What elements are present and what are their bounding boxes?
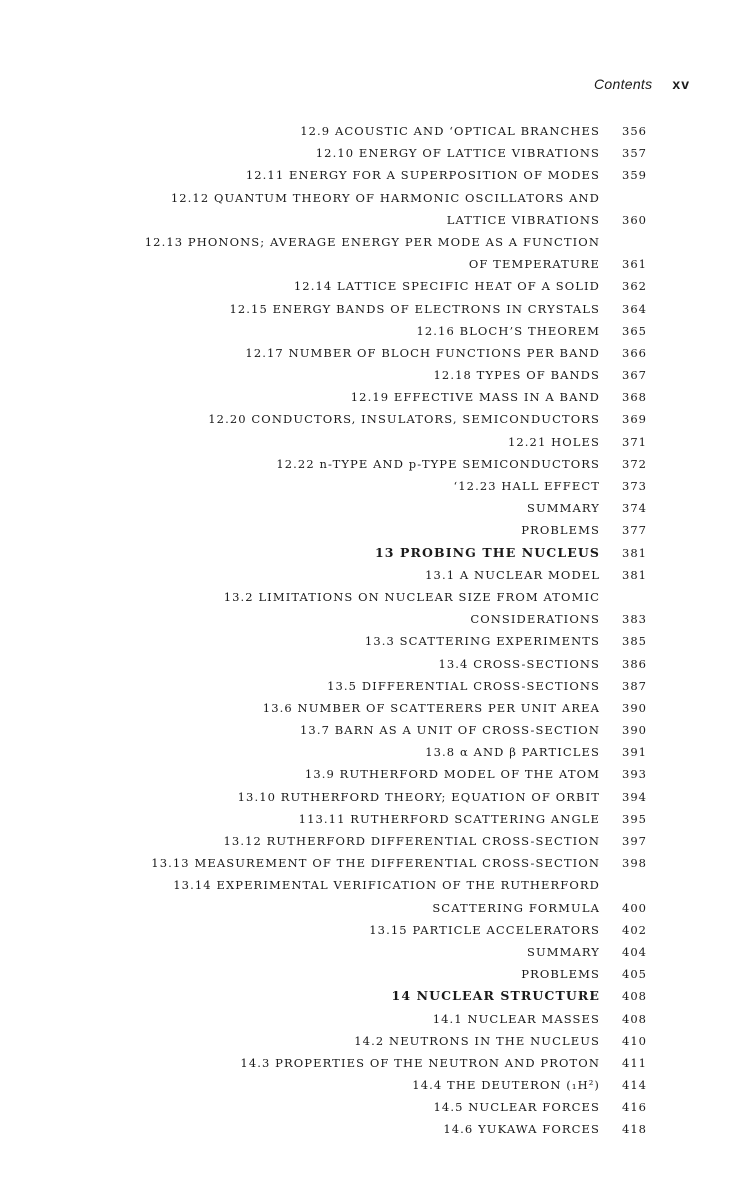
toc-entry	[0, 1074, 746, 1096]
toc-entry-title: LATTICE VIBRATIONS	[446, 212, 600, 227]
toc-entry	[0, 364, 746, 386]
toc-entry-page: 414	[622, 1078, 647, 1093]
toc-entry-page: 383	[622, 612, 647, 627]
toc-entry-title: 12.16 BLOCH’S THEOREM	[416, 323, 600, 338]
toc-entry-page: 356	[622, 124, 647, 138]
toc-entry-page: 418	[622, 1122, 647, 1137]
toc-entry	[0, 564, 746, 586]
toc-entry-title: 12.10 ENERGY OF LATTICE VIBRATIONS	[315, 146, 600, 161]
toc-entry	[0, 897, 746, 919]
toc-entry-title: 14.6 YUKAWA FORCES	[443, 1122, 600, 1137]
toc-entry	[0, 231, 746, 253]
toc-entry-title: 13.13 MEASUREMENT OF THE DIFFERENTIAL CROSS-SECTION	[151, 856, 600, 871]
toc-entry-title: 13.9 RUTHERFORD MODEL OF THE ATOM	[304, 767, 600, 782]
toc-entry-title: 12.21 HOLES	[507, 434, 600, 449]
toc-entry	[0, 542, 746, 564]
toc-entry	[0, 719, 746, 741]
toc-entry-page: 365	[622, 323, 647, 338]
toc-entry-title: 14.3 PROPERTIES OF THE NEUTRON AND PROTON	[240, 1055, 600, 1070]
toc-entry-page: 369	[622, 412, 647, 427]
toc-entry-page: 386	[622, 656, 647, 671]
toc-entry-title: SUMMARY	[526, 944, 600, 959]
toc-entry-title: OF TEMPERATURE	[468, 257, 600, 272]
toc-entry-page: 373	[622, 479, 647, 493]
toc-entry-page: 372	[622, 456, 647, 471]
toc-entry	[0, 142, 746, 164]
toc-entry-title: 12.9 ACOUSTIC AND ‘OPTICAL BRANCHES	[300, 124, 600, 138]
toc-entry-title: 12.15 ENERGY BANDS OF ELECTRONS IN CRYSTALS	[229, 301, 600, 316]
toc-entry-page: 408	[622, 1011, 647, 1026]
toc-entry-page: 366	[622, 345, 647, 360]
toc-entry-page: 368	[622, 390, 647, 405]
toc-entry-page: 402	[622, 922, 647, 937]
toc-entry-title: 13.2 LIMITATIONS ON NUCLEAR SIZE FROM ATOMIC	[223, 589, 600, 604]
toc-entry-title: CONSIDERATIONS	[470, 612, 600, 627]
toc-entry	[0, 1052, 746, 1074]
toc-entry-title: 12.14 LATTICE SPECIFIC HEAT OF A SOLID	[293, 279, 600, 294]
toc-entry	[0, 697, 746, 719]
toc-entry-title: 12.17 NUMBER OF BLOCH FUNCTIONS PER BAND	[245, 345, 600, 360]
toc-entry-page: 387	[622, 678, 647, 693]
toc-entry-title: 13.3 SCATTERING EXPERIMENTS	[364, 634, 600, 649]
toc-entry-page: 391	[622, 745, 647, 760]
toc-entry-title: SCATTERING FORMULA	[432, 900, 600, 915]
toc-entry-page: 390	[622, 723, 647, 738]
toc-entry	[0, 653, 746, 675]
toc-entry	[0, 120, 746, 142]
toc-entry-page: 360	[622, 212, 647, 227]
toc-entry-title: 14.4 THE DEUTERON (₁H²)	[412, 1078, 600, 1093]
toc-entry	[0, 586, 746, 608]
toc-entry-title: 13.10 RUTHERFORD THEORY; EQUATION OF ORBIT	[237, 789, 600, 804]
toc-entry-title: PROBLEMS	[521, 523, 600, 538]
toc-entry-title: 13.14 EXPERIMENTAL VERIFICATION OF THE RUTHERFORD	[173, 878, 600, 893]
toc-entry-page: 394	[622, 789, 647, 804]
toc-entry-page: 385	[622, 634, 647, 649]
toc-entry-page: 410	[622, 1033, 647, 1048]
toc-entry	[0, 1008, 746, 1030]
table-of-contents	[0, 120, 746, 1141]
toc-entry-page: 357	[622, 146, 647, 161]
toc-entry-page: 359	[622, 168, 647, 183]
toc-entry-page: 390	[622, 700, 647, 715]
toc-entry-page: 377	[622, 523, 647, 538]
toc-entry-title: 13.7 BARN AS A UNIT OF CROSS-SECTION	[299, 723, 600, 738]
page-number: xv	[672, 76, 690, 92]
toc-entry-title: 12.20 CONDUCTORS, INSULATORS, SEMICONDUCTORS	[208, 412, 600, 427]
toc-entry-title: 14.5 NUCLEAR FORCES	[433, 1100, 600, 1115]
toc-entry	[0, 386, 746, 408]
toc-entry	[0, 874, 746, 896]
toc-entry	[0, 852, 746, 874]
toc-entry	[0, 298, 746, 320]
toc-entry	[0, 275, 746, 297]
toc-entry	[0, 608, 746, 630]
toc-entry-title: ‘12.23 HALL EFFECT	[453, 479, 600, 493]
toc-entry-title: 13.5 DIFFERENTIAL CROSS-SECTIONS	[327, 678, 600, 693]
toc-entry-page: 408	[622, 989, 647, 1004]
toc-entry	[0, 808, 746, 830]
toc-entry-page: 400	[622, 900, 647, 915]
toc-entry	[0, 164, 746, 186]
toc-entry-title: 12.19 EFFECTIVE MASS IN A BAND	[350, 390, 600, 405]
toc-entry	[0, 919, 746, 941]
toc-entry	[0, 830, 746, 852]
toc-entry	[0, 253, 746, 275]
toc-entry-page: 361	[622, 257, 647, 272]
toc-entry-title: 12.13 PHONONS; AVERAGE ENERGY PER MODE AS A FUNCTION	[144, 234, 600, 249]
toc-entry-page: 397	[622, 834, 647, 848]
toc-entry-title: 13.12 RUTHERFORD DIFFERENTIAL CROSS-SECTION	[223, 834, 600, 848]
toc-entry-page: 398	[622, 856, 647, 871]
toc-entry	[0, 342, 746, 364]
toc-entry-title: 113.11 RUTHERFORD SCATTERING ANGLE	[298, 811, 600, 826]
toc-entry-page: 362	[622, 279, 647, 294]
toc-entry	[0, 475, 746, 497]
toc-entry	[0, 985, 746, 1007]
toc-entry-page: 404	[622, 944, 647, 959]
toc-entry	[0, 1096, 746, 1118]
toc-entry	[0, 497, 746, 519]
toc-entry-title: 14.2 NEUTRONS IN THE NUCLEUS	[354, 1033, 600, 1048]
running-head-title: Contents	[593, 76, 653, 92]
toc-entry	[0, 786, 746, 808]
page-header	[594, 76, 690, 92]
toc-entry	[0, 453, 746, 475]
toc-entry	[0, 209, 746, 231]
toc-entry-page: 381	[622, 545, 647, 560]
toc-entry	[0, 763, 746, 785]
toc-entry-page: 367	[622, 368, 647, 383]
toc-entry	[0, 519, 746, 541]
toc-entry-title: 14.1 NUCLEAR MASSES	[432, 1011, 600, 1026]
toc-entry-title: 13.8 α AND β PARTICLES	[425, 745, 600, 760]
toc-entry	[0, 408, 746, 430]
toc-entry-page: 416	[622, 1100, 647, 1115]
toc-entry-title: SUMMARY	[526, 501, 600, 516]
toc-entry-page: 405	[622, 967, 647, 982]
toc-entry	[0, 1030, 746, 1052]
toc-entry	[0, 963, 746, 985]
toc-entry-page: 411	[622, 1055, 647, 1070]
toc-entry	[0, 320, 746, 342]
toc-entry-title: 12.11 ENERGY FOR A SUPERPOSITION OF MODES	[245, 168, 600, 183]
toc-entry-page: 393	[622, 767, 647, 782]
toc-entry-page: 374	[622, 501, 647, 516]
toc-entry-title: 12.18 TYPES OF BANDS	[433, 368, 600, 383]
toc-entry	[0, 630, 746, 652]
toc-entry-title: 13.15 PARTICLE ACCELERATORS	[369, 922, 600, 937]
toc-entry-title: 14 NUCLEAR STRUCTURE	[391, 988, 600, 1004]
toc-entry	[0, 1118, 746, 1140]
toc-entry-page: 371	[622, 434, 647, 449]
toc-entry-title: 12.22 n-TYPE AND p-TYPE SEMICONDUCTORS	[276, 456, 600, 471]
toc-entry-title: 12.12 QUANTUM THEORY OF HARMONIC OSCILLATORS AND	[170, 190, 600, 205]
toc-entry-page: 364	[622, 301, 647, 316]
toc-entry-title: 13.4 CROSS-SECTIONS	[438, 656, 600, 671]
toc-entry-title: PROBLEMS	[521, 967, 600, 982]
toc-entry	[0, 187, 746, 209]
toc-entry-title: 13.6 NUMBER OF SCATTERERS PER UNIT AREA	[262, 700, 600, 715]
toc-entry	[0, 675, 746, 697]
toc-entry-page: 395	[622, 811, 647, 826]
toc-entry	[0, 941, 746, 963]
toc-entry	[0, 431, 746, 453]
toc-entry-title: 13.1 A NUCLEAR MODEL	[425, 567, 600, 582]
toc-entry-page: 381	[622, 567, 647, 582]
toc-entry	[0, 741, 746, 763]
toc-entry-title: 13 PROBING THE NUCLEUS	[375, 544, 600, 560]
